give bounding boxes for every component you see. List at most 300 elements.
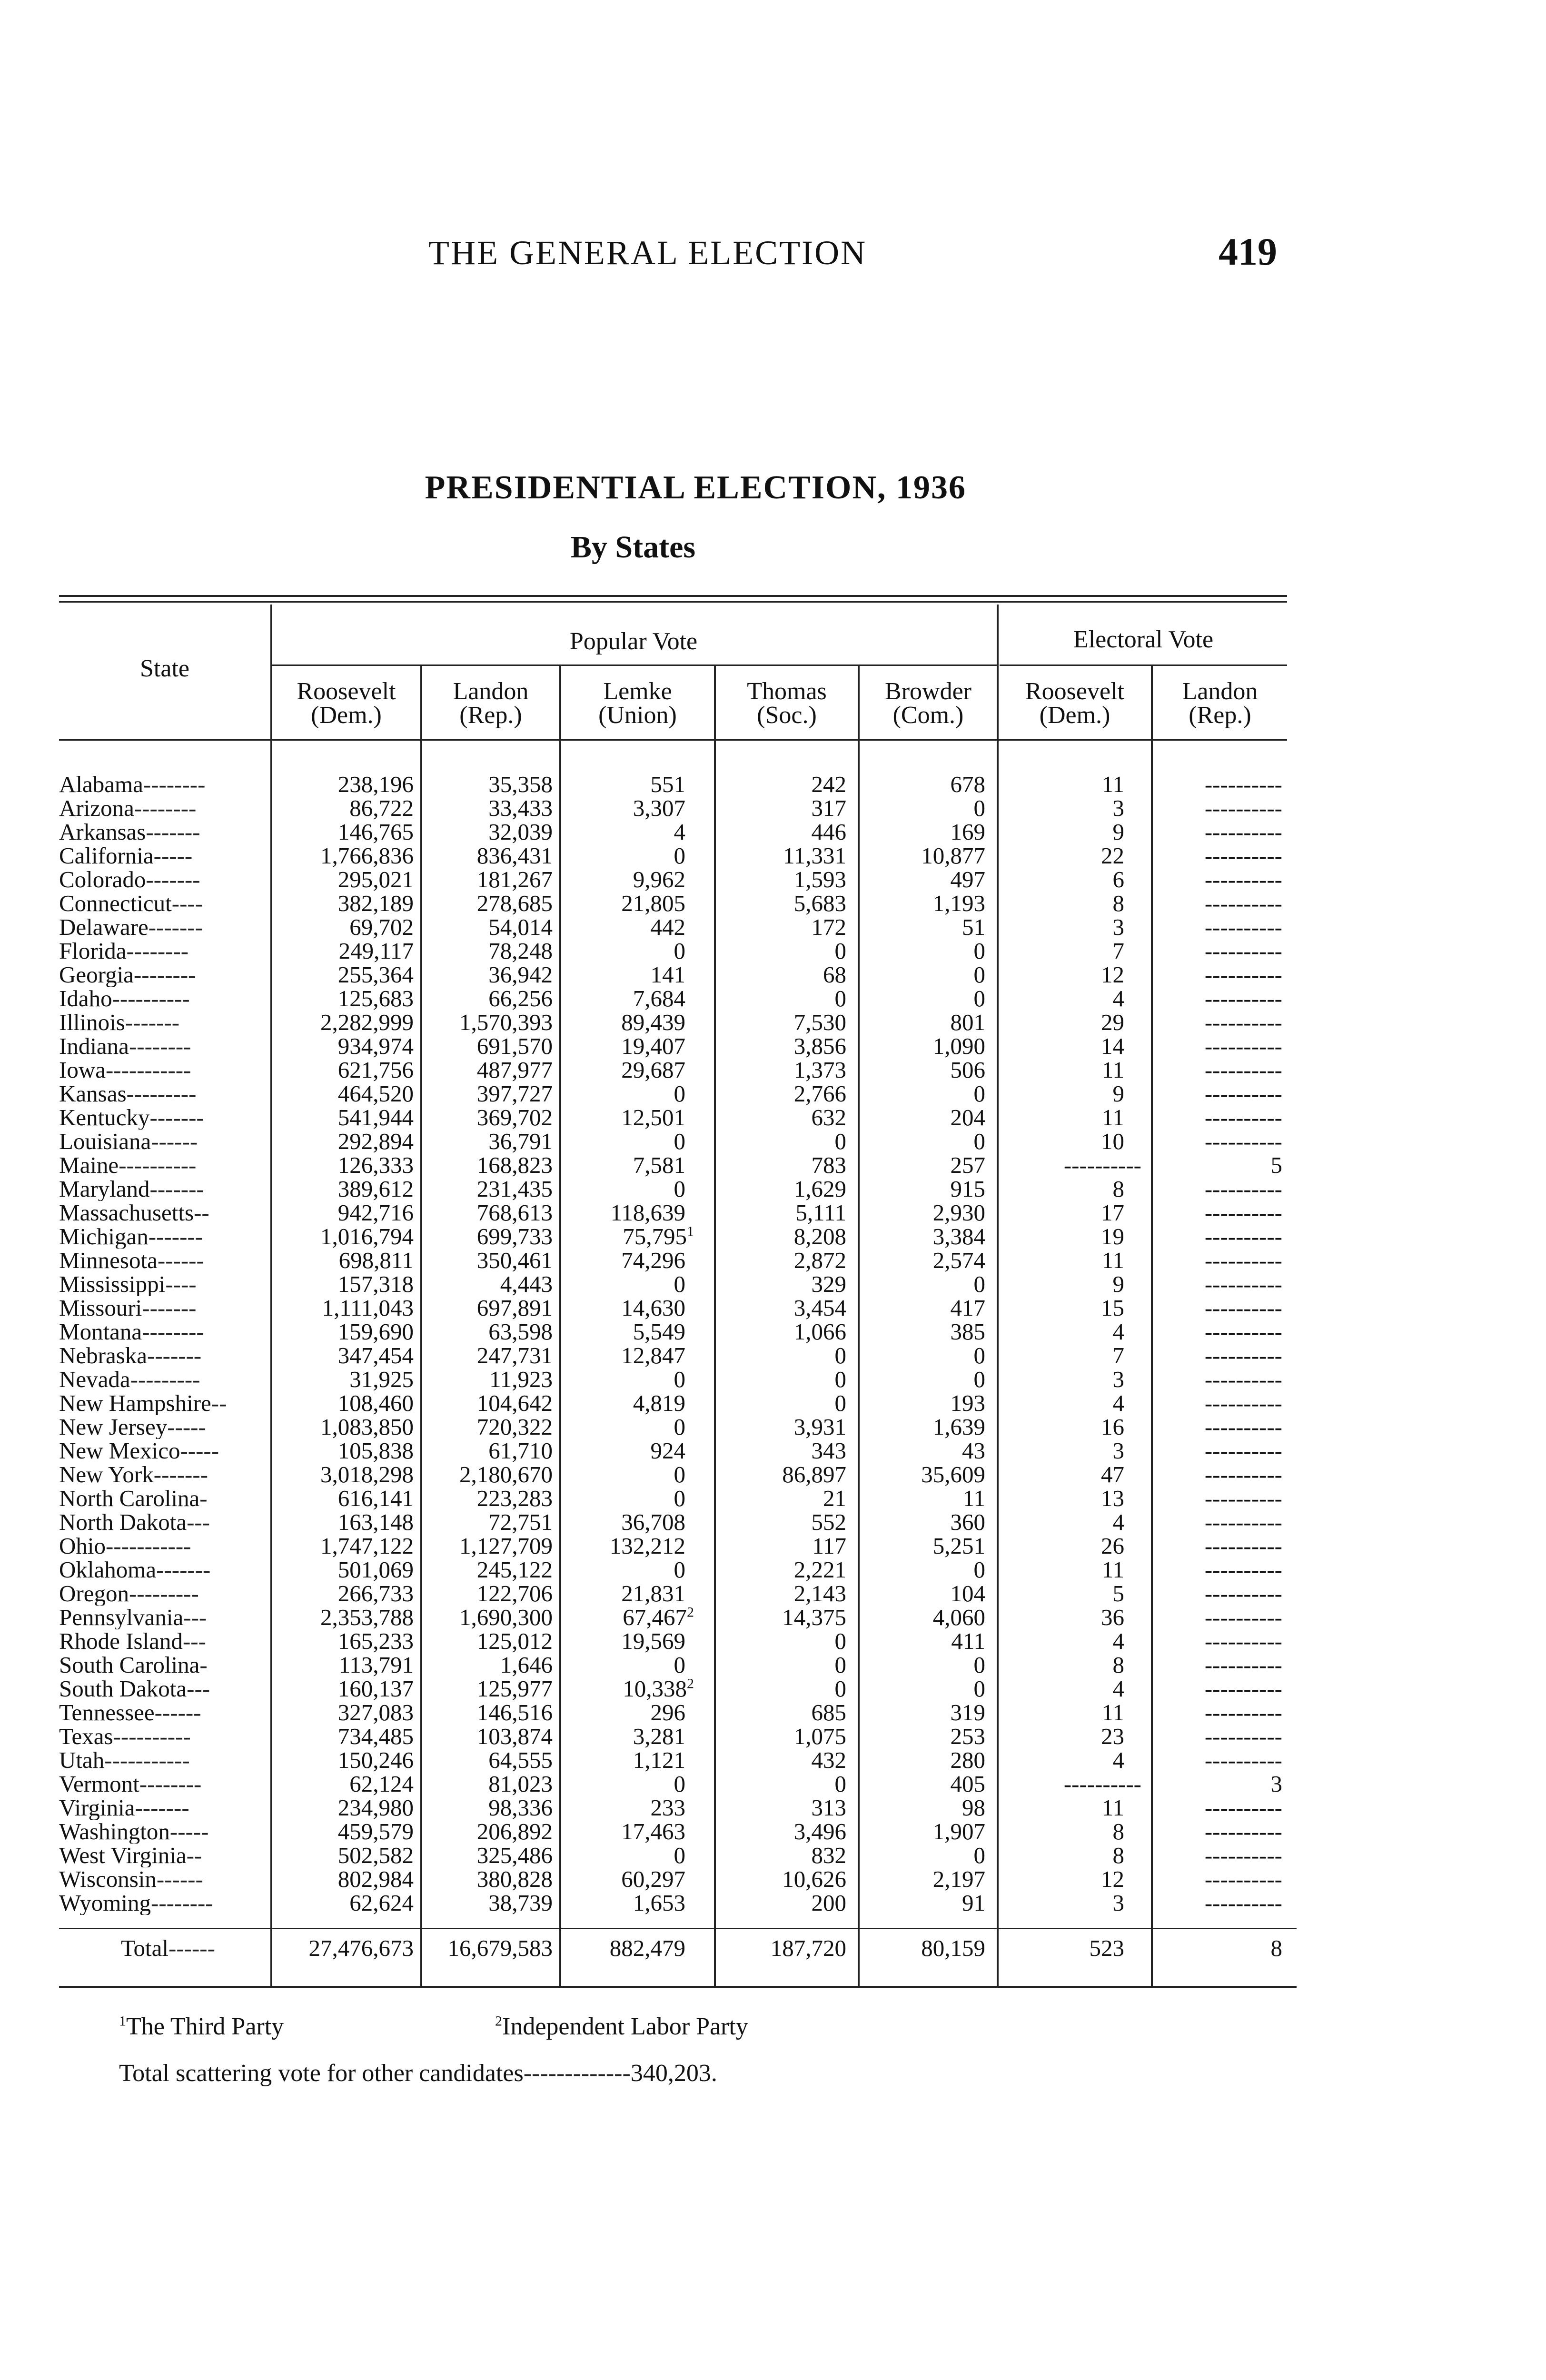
- ev-landon-value: ----------: [1204, 1891, 1282, 1915]
- browder-votes-value: 253: [950, 1725, 985, 1748]
- ev-roosevelt: [997, 1177, 1151, 1201]
- landon-votes-value: 103,874: [476, 1725, 553, 1748]
- roosevelt-votes-value: 347,454: [337, 1344, 414, 1368]
- total-row: [59, 1936, 1287, 1960]
- browder-votes: [858, 1058, 997, 1082]
- thomas-votes-value: 1,629: [793, 1177, 846, 1201]
- state-name: Colorado: [59, 868, 146, 892]
- thomas-votes-value: 1,593: [793, 868, 846, 892]
- roosevelt-votes-value: 934,974: [337, 1034, 414, 1058]
- lemke-votes-value: 551: [650, 773, 685, 796]
- ev-landon: [1151, 1201, 1287, 1225]
- ev-roosevelt-value: 10: [1101, 1130, 1124, 1153]
- scattering-label: Total scattering vote for other candidates: [119, 2060, 524, 2087]
- ev-roosevelt-value: 8: [1112, 1820, 1124, 1844]
- landon-votes: [420, 1867, 559, 1891]
- ev-landon-value: ----------: [1204, 868, 1282, 892]
- leader-dashes: -------: [156, 1558, 211, 1582]
- state-cell: [59, 1463, 270, 1487]
- ev-landon: [1151, 1415, 1287, 1439]
- total-landon: 16,679,583: [447, 1936, 553, 1960]
- browder-votes: [858, 1463, 997, 1487]
- thomas-votes: [714, 796, 858, 820]
- ev-landon: [1151, 1011, 1287, 1034]
- browder-votes-value: 0: [973, 963, 985, 987]
- ev-roosevelt-value: 11: [1101, 1249, 1124, 1272]
- landon-votes-value: 720,322: [476, 1415, 553, 1439]
- lemke-votes-value: 7,581: [633, 1153, 685, 1177]
- ev-landon-value: ----------: [1204, 1439, 1282, 1463]
- lemke-votes-value: 296: [650, 1701, 685, 1725]
- header-thomas: [716, 680, 858, 727]
- landon-votes: [420, 1011, 559, 1034]
- ev-roosevelt-value: 4: [1112, 1510, 1124, 1534]
- browder-votes-value: 3,384: [932, 1225, 985, 1249]
- thomas-votes-value: 432: [811, 1748, 846, 1772]
- ev-roosevelt: [997, 1272, 1151, 1296]
- roosevelt-votes: [270, 1653, 420, 1677]
- state-cell: [59, 1748, 270, 1772]
- state-name: Nevada: [59, 1368, 130, 1391]
- lemke-votes-value: 924: [650, 1439, 685, 1463]
- ev-roosevelt: [997, 1510, 1151, 1534]
- footnote-1-text: The Third Party: [126, 2013, 284, 2040]
- roosevelt-votes: [270, 915, 420, 939]
- state-cell: [59, 1487, 270, 1510]
- thomas-votes-value: 2,766: [793, 1082, 846, 1106]
- thomas-votes-value: 21: [823, 1487, 846, 1510]
- total-table: [59, 1936, 1287, 1960]
- lemke-votes-value: 74,296: [621, 1249, 685, 1272]
- state-cell: [59, 1153, 270, 1177]
- lemke-votes-value: 0: [674, 1653, 685, 1677]
- landon-votes-value: 125,012: [476, 1629, 553, 1653]
- state-cell: [59, 1320, 270, 1344]
- browder-votes: [858, 868, 997, 892]
- state-cell: [59, 1249, 270, 1272]
- roosevelt-votes: [270, 963, 420, 987]
- roosevelt-votes: [270, 1463, 420, 1487]
- state-cell: [59, 892, 270, 915]
- lemke-votes-value: 4,819: [633, 1391, 685, 1415]
- lemke-votes: [559, 868, 714, 892]
- roosevelt-votes: [270, 1510, 420, 1534]
- table-row: [59, 1487, 1287, 1510]
- table-row: [59, 1082, 1287, 1106]
- ev-roosevelt-value: 3: [1112, 1368, 1124, 1391]
- lemke-votes-value: 1,121: [633, 1748, 685, 1772]
- ev-landon-value: ----------: [1204, 1249, 1282, 1272]
- thomas-votes-value: 8,208: [793, 1225, 846, 1249]
- lemke-votes: [559, 1582, 714, 1606]
- roosevelt-votes-value: 1,111,043: [322, 1296, 414, 1320]
- ev-roosevelt-value: 47: [1101, 1463, 1124, 1487]
- thomas-votes: [714, 1177, 858, 1201]
- state-name: Connecticut: [59, 892, 172, 915]
- state-name: Pennsylvania: [59, 1606, 184, 1629]
- landon-votes-value: 64,555: [488, 1748, 553, 1772]
- browder-votes: [858, 1487, 997, 1510]
- thomas-votes-value: 3,496: [793, 1820, 846, 1844]
- lemke-votes: [559, 1177, 714, 1201]
- thomas-votes-value: 0: [834, 987, 846, 1011]
- leader-dashes: ----------: [113, 1725, 191, 1748]
- lemke-votes: [559, 987, 714, 1011]
- ev-landon: [1151, 1510, 1287, 1534]
- ev-roosevelt: [997, 844, 1151, 868]
- browder-votes: [858, 1296, 997, 1320]
- lemke-votes-value: 75,795: [623, 1225, 687, 1249]
- table-row: [59, 1106, 1287, 1130]
- landon-votes-value: 122,706: [476, 1582, 553, 1606]
- ev-roosevelt-value: 11: [1101, 1106, 1124, 1130]
- ev-roosevelt: [997, 1725, 1151, 1748]
- footnote-1-mark: 1: [119, 2013, 126, 2029]
- state-cell: [59, 1844, 270, 1867]
- thomas-votes-value: 0: [834, 1653, 846, 1677]
- table-row: [59, 1011, 1287, 1034]
- table-row: [59, 1653, 1287, 1677]
- ev-roosevelt: [997, 1701, 1151, 1725]
- leader-dashes: --------: [133, 963, 196, 987]
- state-name: Nebraska: [59, 1344, 148, 1368]
- roosevelt-votes-value: 249,117: [338, 939, 414, 963]
- ev-roosevelt: [997, 1820, 1151, 1844]
- thomas-votes-value: 11,331: [783, 844, 846, 868]
- landon-votes: [420, 1510, 559, 1534]
- table-row: [59, 915, 1287, 939]
- browder-votes-value: 11: [962, 1487, 985, 1510]
- state-cell: [59, 1272, 270, 1296]
- state-name: Tennessee: [59, 1701, 155, 1725]
- thomas-votes-value: 0: [834, 1772, 846, 1796]
- roosevelt-votes-value: 126,333: [337, 1153, 414, 1177]
- lemke-votes: [559, 1844, 714, 1867]
- lemke-votes: [559, 1748, 714, 1772]
- ev-landon: [1151, 1867, 1287, 1891]
- thomas-votes-value: 0: [834, 1368, 846, 1391]
- table-row: [59, 1296, 1287, 1320]
- roosevelt-votes: [270, 1415, 420, 1439]
- ev-landon: [1151, 1058, 1287, 1082]
- footnote-ref: 2: [687, 1606, 694, 1620]
- thomas-votes-value: 10,626: [782, 1867, 846, 1891]
- table-row: [59, 1748, 1287, 1772]
- ev-landon-value: ----------: [1204, 773, 1282, 796]
- table-row: [59, 1463, 1287, 1487]
- landon-votes-value: 397,727: [476, 1082, 553, 1106]
- header-thomas-name: Thomas: [747, 678, 827, 705]
- roosevelt-votes: [270, 1106, 420, 1130]
- state-cell: [59, 1368, 270, 1391]
- thomas-votes-value: 317: [811, 796, 846, 820]
- thomas-votes: [714, 1820, 858, 1844]
- landon-votes: [420, 892, 559, 915]
- landon-votes-value: 350,461: [476, 1249, 553, 1272]
- table-row: [59, 1368, 1287, 1391]
- landon-votes: [420, 1844, 559, 1867]
- browder-votes-value: 0: [973, 939, 985, 963]
- state-name: California: [59, 844, 154, 868]
- landon-votes: [420, 1487, 559, 1510]
- lemke-votes: [559, 1034, 714, 1058]
- header-electoral-vote: Electoral Vote: [1073, 626, 1214, 653]
- browder-votes-value: 1,907: [932, 1820, 985, 1844]
- thomas-votes-value: 0: [834, 939, 846, 963]
- ev-landon: [1151, 892, 1287, 915]
- ev-roosevelt-value: 8: [1112, 892, 1124, 915]
- state-name: South Carolina: [59, 1653, 200, 1677]
- leader-dashes: ---------: [130, 1368, 200, 1391]
- thomas-votes-value: 14,375: [782, 1606, 846, 1629]
- table-row: [59, 1534, 1287, 1558]
- browder-votes-value: 204: [950, 1106, 985, 1130]
- roosevelt-votes: [270, 1391, 420, 1415]
- roosevelt-votes-value: 159,690: [337, 1320, 414, 1344]
- browder-votes-value: 915: [950, 1177, 985, 1201]
- table-row: [59, 1701, 1287, 1725]
- lemke-votes-value: 0: [674, 1772, 685, 1796]
- thomas-votes-value: 2,221: [793, 1558, 846, 1582]
- browder-votes: [858, 844, 997, 868]
- roosevelt-votes: [270, 892, 420, 915]
- state-name: Alabama: [59, 773, 143, 796]
- lemke-votes: [559, 1344, 714, 1368]
- table-row: [59, 1558, 1287, 1582]
- thomas-votes: [714, 1677, 858, 1701]
- browder-votes-value: 43: [962, 1439, 985, 1463]
- lemke-votes: [559, 939, 714, 963]
- browder-votes-value: 280: [950, 1748, 985, 1772]
- thomas-votes: [714, 1606, 858, 1629]
- ev-landon: [1151, 773, 1287, 796]
- browder-votes: [858, 1606, 997, 1629]
- lemke-votes-value: 17,463: [621, 1820, 685, 1844]
- ev-roosevelt-value: 4: [1112, 987, 1124, 1011]
- ev-roosevelt: [997, 1249, 1151, 1272]
- page-title: PRESIDENTIAL ELECTION, 1936: [425, 469, 966, 506]
- ev-landon-value: ----------: [1204, 1748, 1282, 1772]
- ev-landon: [1151, 1249, 1287, 1272]
- roosevelt-votes: [270, 1320, 420, 1344]
- landon-votes: [420, 1225, 559, 1249]
- landon-votes-value: 78,248: [488, 939, 553, 963]
- landon-votes-value: 4,443: [500, 1272, 553, 1296]
- roosevelt-votes: [270, 1891, 420, 1915]
- footnote-2: [495, 2013, 748, 2041]
- roosevelt-votes: [270, 1725, 420, 1748]
- roosevelt-votes-value: 501,069: [337, 1558, 414, 1582]
- ev-roosevelt: [997, 1653, 1151, 1677]
- leader-dashes: -: [199, 1653, 208, 1677]
- lemke-votes-value: 3,281: [633, 1725, 685, 1748]
- electoral-vote-underline: [1000, 664, 1287, 666]
- ev-roosevelt-value: 4: [1112, 1629, 1124, 1653]
- ev-roosevelt-value: 13: [1101, 1487, 1124, 1510]
- landon-votes-value: 36,791: [488, 1130, 553, 1153]
- table-row: [59, 1344, 1287, 1368]
- ev-landon-value: ----------: [1204, 1201, 1282, 1225]
- leader-dashes: --------: [139, 1772, 202, 1796]
- lemke-votes: [559, 1653, 714, 1677]
- lemke-votes-value: 0: [674, 1558, 685, 1582]
- lemke-votes-value: 0: [674, 1272, 685, 1296]
- lemke-votes: [559, 1606, 714, 1629]
- ev-roosevelt: [997, 915, 1151, 939]
- roosevelt-votes-value: 2,353,788: [320, 1606, 414, 1629]
- thomas-votes: [714, 1844, 858, 1867]
- ev-roosevelt: [997, 1296, 1151, 1320]
- browder-votes-value: 0: [973, 987, 985, 1011]
- ev-roosevelt-value: 3: [1112, 796, 1124, 820]
- thomas-votes: [714, 1201, 858, 1225]
- thomas-votes: [714, 892, 858, 915]
- ev-landon-value: ----------: [1204, 1725, 1282, 1748]
- lemke-votes-value: 0: [674, 1368, 685, 1391]
- ev-landon-value: ----------: [1204, 963, 1282, 987]
- header-lemke-party: (Union): [598, 702, 677, 729]
- ev-landon-value: ----------: [1204, 1701, 1282, 1725]
- thomas-votes: [714, 1272, 858, 1296]
- header-browder-name: Browder: [885, 678, 971, 705]
- browder-votes-value: 1,639: [932, 1415, 985, 1439]
- landon-votes: [420, 987, 559, 1011]
- ev-landon: [1151, 1653, 1287, 1677]
- landon-votes-value: 11,923: [489, 1368, 553, 1391]
- browder-votes-value: 0: [973, 1272, 985, 1296]
- ev-roosevelt: [997, 796, 1151, 820]
- ev-landon: [1151, 963, 1287, 987]
- state-cell: [59, 1558, 270, 1582]
- leader-dashes: --------: [126, 939, 189, 963]
- leader-dashes: --------: [151, 1891, 213, 1915]
- state-name: Kansas: [59, 1082, 127, 1106]
- thomas-votes: [714, 1415, 858, 1439]
- thomas-votes: [714, 1725, 858, 1748]
- table-row: [59, 1510, 1287, 1534]
- lemke-votes-value: 4: [674, 820, 685, 844]
- browder-votes-value: 497: [950, 868, 985, 892]
- roosevelt-votes: [270, 1201, 420, 1225]
- ev-roosevelt: [997, 773, 1151, 796]
- table-row: [59, 1153, 1287, 1177]
- ev-roosevelt: [997, 1320, 1151, 1344]
- table-row: [59, 1867, 1287, 1891]
- browder-votes-value: 91: [962, 1891, 985, 1915]
- ev-landon-value: ----------: [1204, 1391, 1282, 1415]
- browder-votes: [858, 1344, 997, 1368]
- table-row: [59, 1130, 1287, 1153]
- ev-landon: [1151, 1177, 1287, 1201]
- lemke-votes: [559, 1082, 714, 1106]
- ev-landon: [1151, 1439, 1287, 1463]
- leader-dashes: -----: [180, 1439, 219, 1463]
- thomas-votes: [714, 1748, 858, 1772]
- ev-roosevelt-value: ----------: [1063, 1772, 1141, 1796]
- ev-landon-value: ----------: [1204, 1130, 1282, 1153]
- thomas-votes: [714, 1629, 858, 1653]
- browder-votes-value: 506: [950, 1058, 985, 1082]
- landon-votes-value: 33,433: [488, 796, 553, 820]
- table-top-rule-2: [59, 601, 1287, 603]
- thomas-votes-value: 632: [811, 1106, 846, 1130]
- landon-votes: [420, 1153, 559, 1177]
- browder-votes: [858, 1177, 997, 1201]
- browder-votes: [858, 1391, 997, 1415]
- ev-roosevelt: [997, 987, 1151, 1011]
- leader-dashes: -----------: [106, 1534, 191, 1558]
- footnote-1: [119, 2013, 284, 2041]
- state-cell: [59, 1867, 270, 1891]
- state-cell: [59, 1606, 270, 1629]
- ev-roosevelt: [997, 1034, 1151, 1058]
- leader-dashes: -------: [153, 1463, 208, 1487]
- header-thomas-party: (Soc.): [757, 702, 817, 729]
- thomas-votes: [714, 868, 858, 892]
- header-roosevelt: [272, 680, 420, 727]
- roosevelt-votes-value: 502,582: [337, 1844, 414, 1867]
- roosevelt-votes: [270, 1748, 420, 1772]
- ev-landon-value: 5: [1270, 1153, 1282, 1177]
- state-cell: [59, 1701, 270, 1725]
- lemke-votes-value: 67,467: [623, 1606, 687, 1629]
- page-number: 419: [1219, 230, 1277, 273]
- state-name: Rhode Island: [59, 1629, 183, 1653]
- lemke-votes-value: 29,687: [621, 1058, 685, 1082]
- table-row: [59, 1439, 1287, 1463]
- state-cell: [59, 1201, 270, 1225]
- roosevelt-votes-value: 62,124: [349, 1772, 414, 1796]
- thomas-votes: [714, 1296, 858, 1320]
- landon-votes-value: 278,685: [476, 892, 553, 915]
- thomas-votes: [714, 939, 858, 963]
- landon-votes: [420, 796, 559, 820]
- ev-landon-value: ----------: [1204, 1463, 1282, 1487]
- running-head: THE GENERAL ELECTION: [428, 234, 867, 272]
- ev-landon-value: ----------: [1204, 939, 1282, 963]
- lemke-votes: [559, 1891, 714, 1915]
- ev-roosevelt: [997, 1534, 1151, 1558]
- ev-landon: [1151, 1487, 1287, 1510]
- thomas-votes: [714, 1701, 858, 1725]
- table-row: [59, 820, 1287, 844]
- ev-landon: [1151, 1534, 1287, 1558]
- ev-landon: [1151, 1748, 1287, 1772]
- roosevelt-votes-value: 1,083,850: [320, 1415, 414, 1439]
- lemke-votes: [559, 1463, 714, 1487]
- lemke-votes-value: 0: [674, 1487, 685, 1510]
- ev-landon-value: ----------: [1204, 1534, 1282, 1558]
- roosevelt-votes-value: 616,141: [337, 1487, 414, 1510]
- roosevelt-votes: [270, 1677, 420, 1701]
- ev-landon-value: ----------: [1204, 1058, 1282, 1082]
- ev-roosevelt-value: 7: [1112, 939, 1124, 963]
- browder-votes-value: 417: [950, 1296, 985, 1320]
- landon-votes: [420, 1082, 559, 1106]
- state-cell: [59, 1415, 270, 1439]
- ev-roosevelt-value: 4: [1112, 1677, 1124, 1701]
- browder-votes-value: 0: [973, 1844, 985, 1867]
- lemke-votes: [559, 915, 714, 939]
- browder-votes-value: 1,090: [932, 1034, 985, 1058]
- table-row: [59, 1844, 1287, 1867]
- roosevelt-votes-value: 238,196: [337, 773, 414, 796]
- thomas-votes-value: 1,075: [793, 1725, 846, 1748]
- ev-landon: [1151, 1558, 1287, 1582]
- state-cell: [59, 844, 270, 868]
- state-cell: [59, 1011, 270, 1034]
- leader-dashes: -: [199, 1487, 208, 1510]
